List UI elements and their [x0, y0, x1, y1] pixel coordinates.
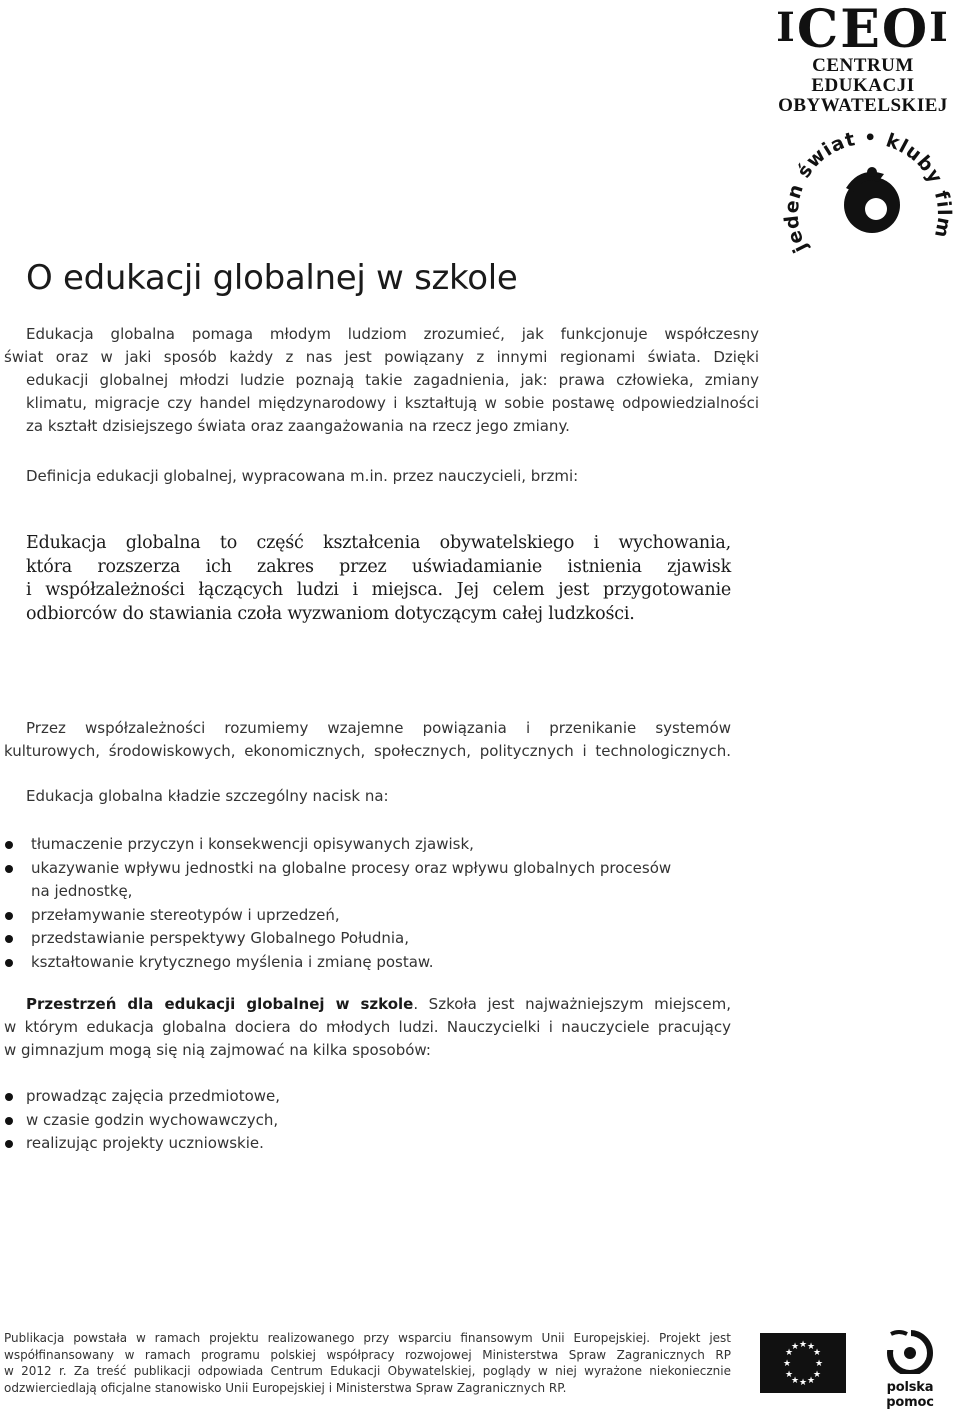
definition-quote — [26, 532, 731, 626]
list-item: ukazywanie wpływu jednostki na globalne procesy oraz wpływu globalnych procesów na jednostkę, — [5, 857, 735, 904]
quote-line: i współzależności łączących ludzi i miejsca. Jej celem jest przygotowanie — [26, 580, 731, 600]
interdependence-line: Przez współzależności rozumiemy wzajemne powiązania i przenikanie systemów — [26, 719, 731, 737]
interdependence-paragraph — [4, 717, 731, 763]
list-item: tłumaczenie przyczyn i konsekwencji opisywanych zjawisk, — [5, 833, 735, 857]
eu-flag-icon — [760, 1333, 846, 1393]
intro-paragraph — [4, 323, 759, 438]
ceo-logo — [768, 0, 958, 116]
school-space-line: w którym edukacja globalna dociera do młodych ludzi. Nauczycielki i nauczyciele pracujący — [4, 1018, 731, 1036]
polska-pomoc-icon — [885, 1328, 935, 1374]
bullet-icon — [5, 935, 13, 943]
footer-line: w 2012 r. Za treść publikacji odpowiada Centrum Edukacji Obywatelskiej, poglądy w niej wyrażone niekoniecznie — [4, 1364, 731, 1378]
svg-text:★: ★ — [784, 1370, 794, 1380]
bullet-icon — [5, 959, 13, 967]
polska-pomoc-logo — [862, 1328, 958, 1410]
svg-text:★: ★ — [798, 1378, 808, 1388]
intro-line: Edukacja globalna pomaga młodym ludziom zrozumieć, jak funkcjonuje współczesny — [26, 325, 759, 343]
school-space-heading: Przestrzeń dla edukacji globalnej w szkole — [26, 995, 414, 1013]
list-item: kształtowanie krytycznego myślenia i zmianę postaw. — [5, 951, 735, 975]
ways-list — [5, 1085, 405, 1156]
quote-line: która rozszerza ich zakres przez uświadamianie istnienia zjawisk — [26, 556, 731, 577]
svg-text:★: ★ — [798, 1340, 808, 1350]
svg-text:★: ★ — [806, 1376, 816, 1386]
list-item: prowadząc zajęcia przedmiotowe, — [5, 1085, 405, 1109]
film-clubs-logo — [780, 110, 960, 260]
school-space-line: w gimnazjum mogą się nią zajmować na kilka sposobów: — [4, 1041, 431, 1059]
bullet-icon — [5, 841, 13, 849]
svg-text:★: ★ — [790, 1342, 800, 1352]
polska-pomoc-label: polska pomoc — [886, 1380, 934, 1410]
ceo-logo-line2: OBYWATELSKIEJ — [778, 95, 948, 116]
svg-text:★: ★ — [790, 1376, 800, 1386]
footer-disclaimer — [4, 1330, 731, 1396]
footer-line: współfinansowany w ramach programu polskiej współpracy rozwojowej Ministerstwa Spraw Zagranicznych RP — [4, 1347, 731, 1362]
bullet-icon — [5, 912, 13, 920]
bullet-icon — [5, 1093, 13, 1101]
bullet-icon — [5, 1140, 13, 1148]
emphasis-list — [5, 833, 735, 974]
footer-line: odzwierciedlają oficjalne stanowisko Unii Europejskiej i Ministerstwa Spraw Zagranicznych RP. — [4, 1380, 567, 1395]
film-clubs-logo-text: jeden świat • kluby film — [780, 126, 956, 257]
quote-line: Edukacja globalna to część kształcenia obywatelskiego i wychowania, — [26, 533, 731, 553]
definition-lead: Definicja edukacji globalnej, wypracowana m.in. przez nauczycieli, brzmi: — [26, 467, 579, 485]
intro-line: świat oraz w jaki sposób każdy z nas jest powiązany z innymi regionami świata. Dzięki — [4, 348, 759, 366]
svg-text:★: ★ — [806, 1342, 816, 1352]
school-space-line: Przestrzeń dla edukacji globalnej w szkole. Szkoła jest najważniejszym miejscem, — [26, 995, 731, 1013]
footer-line: Publikacja powstała w ramach projektu realizowanego przy wsparciu finansowym Unii Europejskiej. Projekt jest — [4, 1331, 731, 1345]
list-item: w czasie godzin wychowawczych, — [5, 1109, 405, 1133]
list-item: przełamywanie stereotypów i uprzedzeń, — [5, 904, 735, 928]
bullet-icon — [5, 865, 13, 873]
intro-line: za kształt dzisiejszego świata oraz zaangażowania na rzecz jego zmiany. — [26, 417, 570, 435]
svg-text:★: ★ — [812, 1348, 822, 1358]
page-title: O edukacji globalnej w szkole — [26, 258, 518, 298]
interdependence-line: kulturowych, środowiskowych, ekonomicznych, społecznych, politycznych i technologicznych. — [4, 742, 731, 760]
ceo-logo-mark: ICEOI — [776, 0, 950, 60]
svg-text:★: ★ — [782, 1359, 792, 1369]
list-item: realizując projekty uczniowskie. — [5, 1132, 405, 1156]
ceo-logo-line1: CENTRUM EDUKACJI — [811, 55, 915, 96]
svg-text:★: ★ — [784, 1348, 794, 1358]
emphasis-lead: Edukacja globalna kładzie szczególny nacisk na: — [26, 787, 389, 805]
svg-text:★: ★ — [812, 1370, 822, 1380]
list-item: przedstawianie perspektywy Globalnego Południa, — [5, 927, 735, 951]
bullet-icon — [5, 1117, 13, 1125]
school-space-paragraph — [4, 993, 731, 1062]
intro-line: klimatu, migracje czy handel międzynarodowy i kształtują w sobie postawę odpowiedzialności — [26, 394, 759, 412]
svg-text:★: ★ — [814, 1359, 824, 1369]
intro-line: edukacji globalnej młodzi ludzie poznają takie zagadnienia, jak: prawa człowieka, zmiany — [26, 371, 759, 389]
quote-line: odbiorców do stawiania czoła wyzwaniom dotyczącym całej ludzkości. — [26, 603, 635, 624]
